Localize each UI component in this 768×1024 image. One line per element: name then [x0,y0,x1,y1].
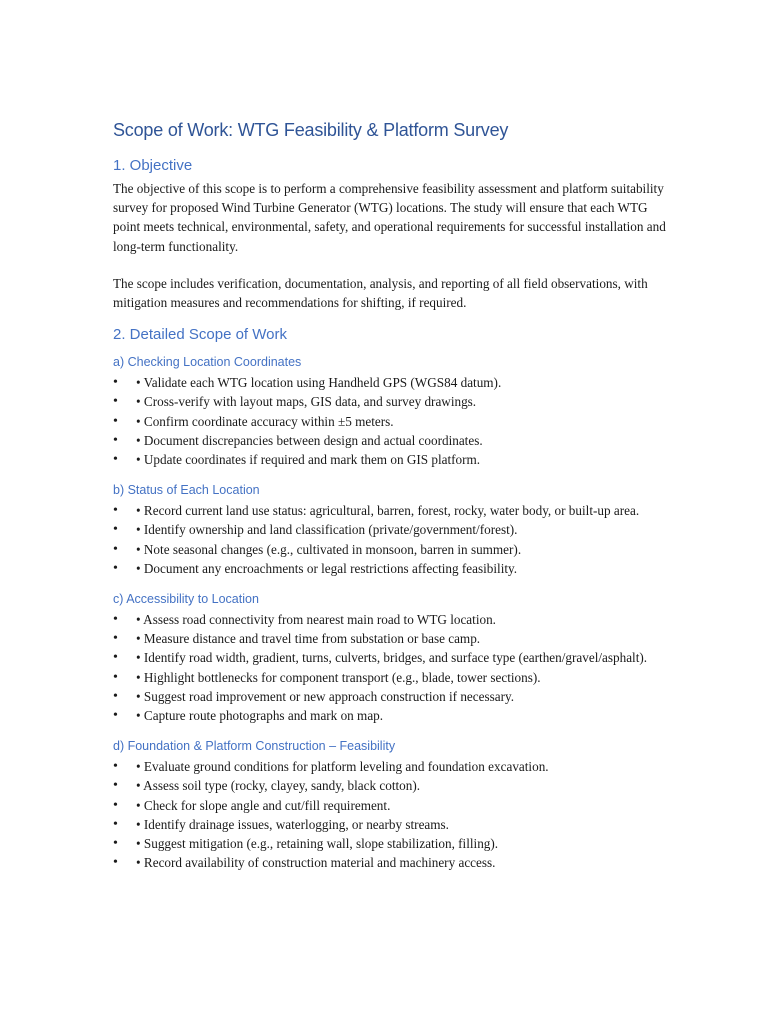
subsection-heading-coordinates: a) Checking Location Coordinates [113,355,302,370]
bullet-icon: • [113,375,118,391]
bullet-icon: • [113,522,118,538]
bullet-icon: • [113,452,118,468]
list-item: • • Cross-verify with layout maps, GIS data, and survey drawings. [113,392,673,411]
bullet-icon: • [113,394,118,410]
bullet-icon: • [113,778,118,794]
bullet-icon: • [113,631,118,647]
accessibility-list [113,610,673,725]
bullet-icon: • [113,541,118,557]
objective-paragraph-2: The scope includes verification, documentation, analysis, and reporting of all field observations, with mitigation measures and recommendations for shifting, if required. [113,275,648,311]
list-item: • • Update coordinates if required and mark them on GIS platform. [113,450,673,469]
list-item: • • Highlight bottlenecks for component transport (e.g., blade, tower sections). [113,668,673,687]
list-item: • • Assess road connectivity from nearest main road to WTG location. [113,610,673,629]
list-item: • • Document discrepancies between design and actual coordinates. [113,431,673,450]
list-item: • • Suggest road improvement or new approach construction if necessary. [113,687,673,706]
bullet-icon: • [113,688,118,704]
bullet-icon: • [113,797,118,813]
bullet-icon: • [113,413,118,429]
bullet-icon: • [113,816,118,832]
subsection-heading-status: b) Status of Each Location [113,483,260,498]
bullet-icon: • [113,855,118,871]
section-heading-objective: 1. Objective [113,157,193,174]
list-item: • • Check for slope angle and cut/fill requirement. [113,796,673,815]
document-title: Scope of Work: WTG Feasibility & Platform Survey [113,120,509,140]
bullet-icon: • [113,836,118,852]
bullet-icon: • [113,650,118,666]
list-item: • • Suggest mitigation (e.g., retaining wall, slope stabilization, filling). [113,834,673,853]
list-item: • • Record current land use status: agricultural, barren, forest, rocky, water body, or built-up area. [113,501,673,520]
subsection-heading-accessibility: c) Accessibility to Location [113,592,259,607]
list-item: • • Identify ownership and land classification (private/government/forest). [113,520,673,539]
list-item: • • Measure distance and travel time from substation or base camp. [113,629,673,648]
list-item: • • Identify road width, gradient, turns, culverts, bridges, and surface type (earthen/gravel/asphalt). [113,648,673,667]
list-item: • • Identify drainage issues, waterlogging, or nearby streams. [113,815,673,834]
bullet-icon: • [113,612,118,628]
bullet-icon: • [113,560,118,576]
list-item: • • Evaluate ground conditions for platform leveling and foundation excavation. [113,757,673,776]
bullet-icon: • [113,432,118,448]
list-item: • • Assess soil type (rocky, clayey, sandy, black cotton). [113,776,673,795]
list-item: • • Record availability of construction material and machinery access. [113,853,673,872]
objective-paragraph-1: The objective of this scope is to perform a comprehensive feasibility assessment and platform suitability survey for proposed Wind Turbine Generator (WTG) locations. The study will ensure that each WTG point meets technical, environmental, safety, and operational requirements for successful installation and long-term functionality. [113,181,666,254]
bullet-icon: • [113,759,118,775]
coordinates-list [113,373,673,469]
section-heading-detailed-scope: 2. Detailed Scope of Work [113,326,287,344]
bullet-icon: • [113,503,118,519]
list-item: • • Validate each WTG location using Handheld GPS (WGS84 datum). [113,373,673,392]
foundation-list [113,757,673,872]
bullet-icon: • [113,669,118,685]
list-item: • • Confirm coordinate accuracy within ±5 meters. [113,412,673,431]
list-item: • • Capture route photographs and mark on map. [113,706,673,725]
list-item: • • Document any encroachments or legal restrictions affecting feasibility. [113,559,673,578]
document-body [113,120,673,886]
subsection-heading-foundation: d) Foundation & Platform Construction – Feasibility [113,739,396,754]
status-list [113,501,673,578]
list-item: • • Note seasonal changes (e.g., cultivated in monsoon, barren in summer). [113,540,673,559]
bullet-icon: • [113,708,118,724]
